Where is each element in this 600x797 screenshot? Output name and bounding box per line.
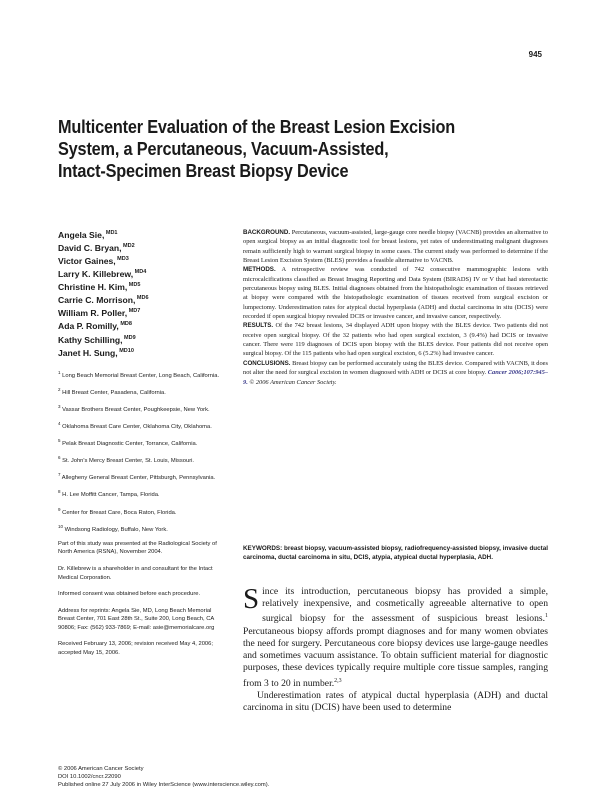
affiliation: $^5$ Pelak Breast Diagnostic Center, Torrance, California. (58, 438, 198, 447)
footer-published: Published online 27 July 2006 in Wiley InterScience (www.interscience.wiley.com). (58, 781, 270, 788)
page-footer (58, 766, 269, 790)
abstract-methods: METHODS. A retrospective review was conducted of 742 consecutive mammographic lesions with microcalcifications classified as Breast Imaging Reporting and Data System (BIRADS) IV or V that had stereotactic percutaneous biopsy using BLES. Initial diagnoses obtained from the histopathologic examination of tissues retrieved at biopsy were compared with the histopathologic examination of tissues received from surgical excision or lumpectomy. Underestimation rates for atypical ductal hyperplasia (ADH) and ductal carcinoma in situ (DCIS) were recorded if open surgical biopsy revealed DCIS or invasive cancer, and invasive cancer, respectively. (243, 266, 548, 321)
affiliation: $^1$ Long Beach Memorial Breast Center, Long Beach, California. (58, 369, 220, 379)
author: Carrie C. Morrison, $^{MD6}$ (58, 295, 149, 306)
body-text (243, 583, 548, 714)
affiliation: $^7$ Allegheny General Breast Center, Pittsburgh, Pennsylvania. (58, 472, 216, 482)
footer-copyright: © 2006 American Cancer Society (58, 766, 144, 772)
abstract-results: RESULTS. Of the 742 breast lesions, 34 displayed ADH upon biopsy with the BLES device. Two patients did not receive open surgical biopsy. Of the 32 patients who had open surgical excision, 3 (9.4%) had DCIS or invasive cancer. There were 119 diagnoses of DCIS upon biopsy with the BLES device. Four patients did not receive open surgical biopsy. Of the 115 patients who had open surgical excision, 6 (5.2%) had invasive cancer. (243, 322, 548, 358)
received-dates: Received February 13, 2006; revision received May 4, 2006; accepted May 15, 2006. (58, 641, 213, 657)
abstract-conclusions: CONCLUSIONS. Breast biopsy can be performed accurately using the BLES device. Compared with VACNB, it does not alter the need for surgical excision in women diagnosed with ADH or DCIS at core biopsy. Cancer 2006;107:945–9. © 2006 American Cancer Society. (243, 359, 548, 386)
citation-link[interactable]: Cancer 2006;107:945–9. (243, 369, 548, 386)
footer-doi: DOI 10.1002/cncr.22090 (58, 773, 121, 780)
author: Larry K. Killebrew, $^{MD4}$ (58, 269, 147, 280)
affiliation: $^3$ Vassar Brothers Breast Center, Poughkeepsie, New York. (58, 403, 210, 413)
affiliation: $^9$ Center for Breast Care, Boca Raton, Florida. (58, 506, 177, 516)
title-line-2: System, a Percutaneous, Vacuum-Assisted, (58, 138, 389, 159)
reference-marker[interactable]: 1 (545, 613, 548, 620)
author: Christine H. Kim, $^{MD5}$ (58, 282, 141, 293)
title-line-3: Intact-Specimen Breast Biopsy Device (58, 160, 349, 181)
author: Victor Gaines, $^{MD3}$ (58, 255, 129, 266)
author: Ada P. Romilly, $^{MD8}$ (58, 321, 132, 332)
author: Kathy Schilling, $^{MD9}$ (58, 334, 136, 345)
affiliation: $^{10}$ Windsong Radiology, Buffalo, New York. (58, 523, 168, 533)
author: David C. Bryan, $^{MD2}$ (58, 242, 135, 253)
author: William R. Poller, $^{MD7}$ (58, 308, 141, 319)
affiliation: $^6$ St. John's Mercy Breast Center, St. Louis, Missouri. (58, 455, 195, 465)
consent-note: Informed consent was obtained before each procedure. (58, 591, 201, 598)
author: Janet H. Sung, $^{MD10}$ (58, 347, 134, 358)
disclosure-note: Dr. Killebrew is a shareholder in and consultant for the Intact Medical Corporation. (58, 565, 213, 581)
keywords: KEYWORDS: breast biopsy, vacuum-assisted biopsy, radiofrequency-assisted biopsy, invasive ductal carcinoma, ductal carcinoma in situ, DCIS, atypia, atypical ductal hyperplasia, ADH. (243, 545, 548, 562)
reference-marker[interactable]: 2,3 (334, 677, 342, 684)
affiliation: $^2$ Hill Breast Center, Pasadena, California. (58, 386, 166, 396)
affiliation: $^4$ Oklahoma Breast Care Center, Oklahoma City, Oklahoma. (58, 420, 212, 430)
affiliation-list (58, 369, 228, 535)
author: Angela Sie, $^{MD1}$ (58, 229, 118, 240)
reprint-address: Address for reprints: Angela Sie, MD, Long Beach Memorial Breast Center, 701 East 28th St., Suite 200, Long Beach, CA 90806; Fax: (562) 933-7869; E-mail: asie@memorialcare.org (58, 607, 215, 631)
article-title (58, 116, 489, 182)
presentation-note: Part of this study was presented at the Radiological Society of North America (RSNA), November 2004. (58, 540, 217, 556)
abstract-background: BACKGROUND. Percutaneous, vacuum-assisted, large-gauge core needle biopsy (VACNB) provides an alternative to open surgical biopsy as an initial diagnostic tool for breast lesions, yet rates of underestimating malignant diagnoses remain sufficiently high to warrant surgical biopsy in some cases. The current study was performed to determine if the Breast Lesion Excision System (BLES) provides a feasible alternative to VACNB. (243, 229, 548, 265)
title-line-1: Multicenter Evaluation of the Breast Lesion Excision (58, 116, 456, 137)
author-sidebar (58, 228, 228, 663)
body-paragraph-2: Underestimation rates of atypical ductal hyperplasia (ADH) and ductal carcinoma in situ (DCIS) have been used to determine (243, 690, 548, 714)
page-number: 945 (528, 50, 542, 59)
author-list (58, 228, 228, 359)
body-paragraph-1: Since its introduction, percutaneous biopsy has provided a simple, relatively inexpensive, and cosmetically agreeable alternative to open surgical biopsy for the assessment of suspicious breast lesions.$^1$ Percutaneous biopsy affords prompt diagnoses and for many women obviates the need for surgery. Percutaneous core biopsy devices use large-gauge needles and sometimes vacuum assistance. To obtain sufficient material for diagnostic purposes, these devices typically require multiple core tissue samples, ranging from 3 to 20 in number.$^{2,3}$ (243, 583, 548, 689)
drop-cap: S (243, 583, 260, 615)
abstract (243, 228, 548, 387)
affiliation: $^8$ H. Lee Moffitt Cancer, Tampa, Florida. (58, 489, 160, 499)
